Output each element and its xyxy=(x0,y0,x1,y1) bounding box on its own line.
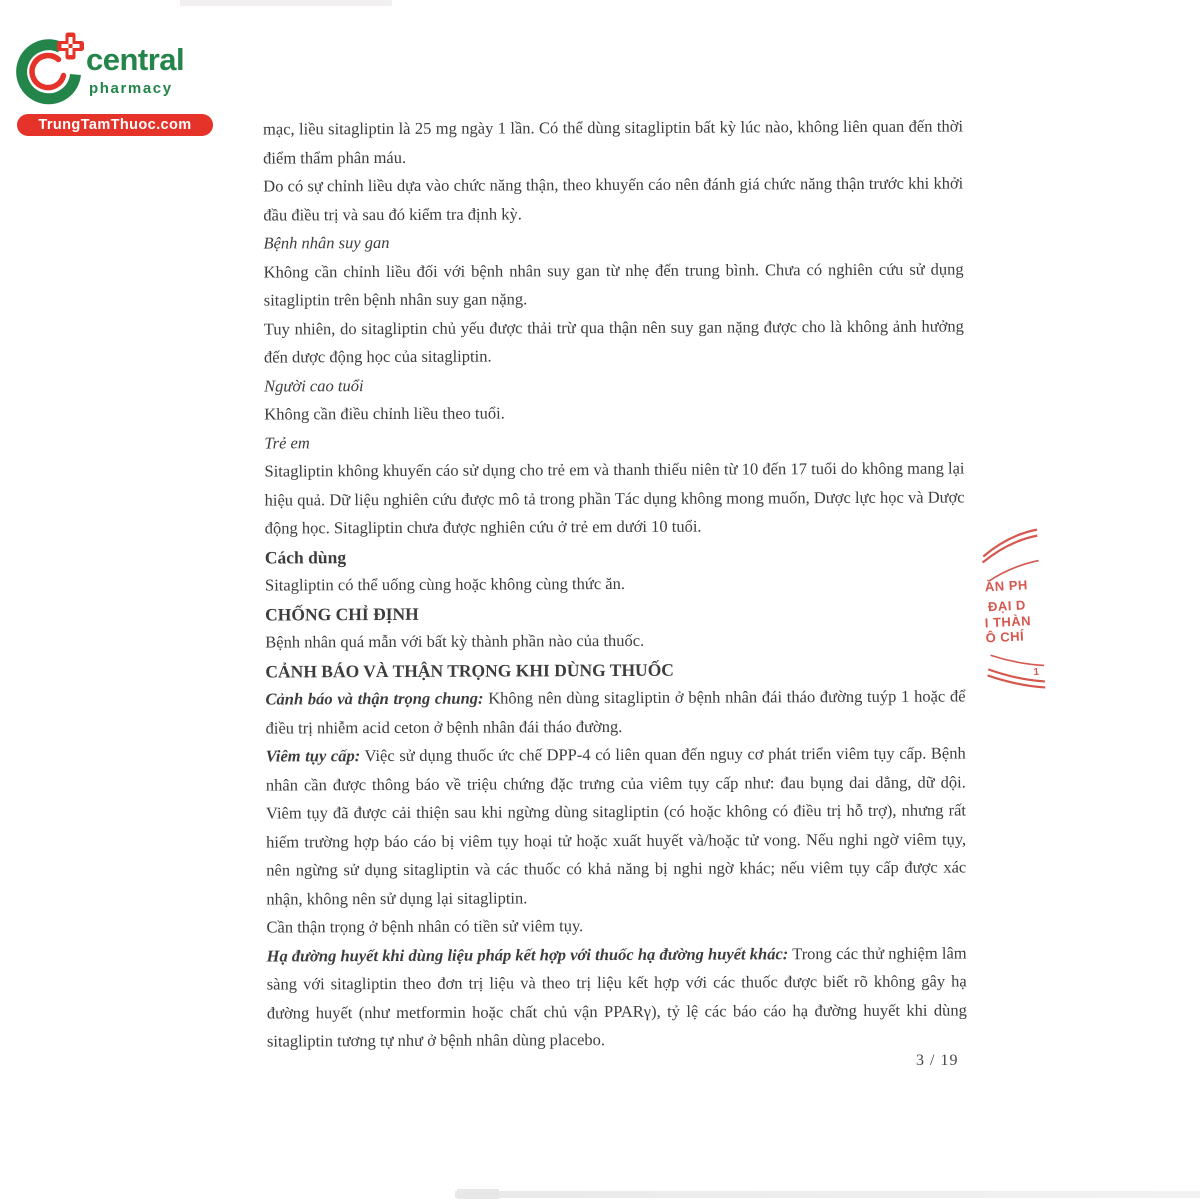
heading-contraindications: CHỐNG CHỈ ĐỊNH xyxy=(265,603,419,625)
logo-sub-text: pharmacy xyxy=(89,80,173,97)
subheading-elderly: Người cao tuổi xyxy=(264,375,364,396)
paragraph xyxy=(265,682,965,742)
page-number: 3 / 19 xyxy=(916,1052,959,1069)
paragraph-lead: Viêm tụy cấp: xyxy=(265,746,361,766)
stamp-text-line: Ô CHÍ xyxy=(985,628,1025,646)
paragraph: Bệnh nhân quá mẫn với bất kỳ thành phần nào của thuốc. xyxy=(265,630,645,652)
document-text-column xyxy=(263,112,967,1056)
subheading-liver-impairment: Bệnh nhân suy gan xyxy=(263,232,390,253)
stamp-text-line: ĂN PH xyxy=(984,577,1029,595)
red-seal-stamp xyxy=(980,523,1047,692)
pharmacy-cross-icon xyxy=(14,30,84,110)
stamp-mark: 1 xyxy=(1033,666,1040,679)
paragraph: Không cần điều chỉnh liều theo tuổi. xyxy=(264,403,505,424)
paragraph: Cần thận trọng ở bệnh nhân có tiền sử viêm tụy. xyxy=(266,916,584,937)
scan-artifact-bottom xyxy=(455,1191,1200,1198)
paragraph: Do có sự chỉnh liều dựa vào chức năng thận, theo khuyến cáo nên đánh giá chức năng thận trước khi khởi đầu điều trị và sau đó kiểm tra định kỳ. xyxy=(263,173,964,225)
scan-artifact-bottom-chip xyxy=(457,1189,499,1199)
logo-brand-text: central xyxy=(86,42,185,77)
heading-warnings: CẢNH BÁO VÀ THẬN TRỌNG KHI DÙNG THUỐC xyxy=(265,659,674,682)
paragraph-body: Không nên dùng sitagliptin ở bệnh nhân đái tháo đường tuýp 1 hoặc để điều trị nhiễm acid ceton ở bệnh nhân đái tháo đường. xyxy=(265,686,966,738)
paragraph-body: Trong các thử nghiệm lâm sàng với sitagliptin theo đơn trị liệu và theo trị liệu kết hợp với các thuốc được biết rõ không gây hạ đường huyết (như metformin hoặc chất chủ vận PPARγ), tỷ lệ các báo cáo hạ đường huyết khi dùng sitagliptin tương tự như ở bệnh nhân dùng placebo. xyxy=(266,942,967,1051)
paragraph-lead: Hạ đường huyết khi dùng liệu pháp kết hợp với thuốc hạ đường huyết khác: xyxy=(266,943,789,966)
stamp-text-line: I THÀN xyxy=(984,613,1032,631)
paragraph xyxy=(267,939,967,1056)
paragraph: Tuy nhiên, do sitagliptin chủ yếu được thải trừ qua thận nên suy gan nặng được cho là không ảnh hưởng đến dược động học của sitagliptin. xyxy=(263,315,964,367)
logo-site-badge: TrungTamThuoc.com xyxy=(17,114,213,136)
paragraph: Không cần chỉnh liều đối với bệnh nhân suy gan từ nhẹ đến trung bình. Chưa có nghiên cứu sử dụng sitagliptin trên bệnh nhân suy gan nặng. xyxy=(263,258,964,310)
scan-artifact-top xyxy=(180,0,392,6)
paragraph: Sitagliptin có thể uống cùng hoặc không cùng thức ăn. xyxy=(264,573,626,595)
paragraph: Sitagliptin không khuyến cáo sử dụng cho trẻ em và thanh thiếu niên từ 10 đến 17 tuổi do không mang lại hiệu quả. Dữ liệu nghiên cứu được mô tả trong phần Tác dụng không mong muốn, Dược lực học và Dược động học. Sitagliptin chưa được nghiên cứu ở trẻ em dưới 10 tuổi. xyxy=(264,458,965,538)
paragraph-lead: Cảnh báo và thận trọng chung: xyxy=(265,688,484,709)
paragraph xyxy=(266,739,967,913)
stamp-text-line: ĐẠI D xyxy=(987,597,1027,615)
central-pharmacy-logo xyxy=(14,26,232,144)
heading-administration: Cách dùng xyxy=(264,546,347,568)
paragraph: mạc, liều sitagliptin là 25 mg ngày 1 lần. Có thể dùng sitagliptin bất kỳ lúc nào, không liên quan đến thời điểm thẩm phân máu. xyxy=(262,116,964,168)
subheading-children: Trẻ em xyxy=(264,432,310,453)
paragraph-body: Việc sử dụng thuốc ức chế DPP-4 có liên quan đến nguy cơ phát triển viêm tụy cấp. Bệnh nhân cần được thông báo về triệu chứng đặc trưng của viêm tụy cấp như: đau bụng dai dẳng, dữ dội. Viêm tụy đã được cải thiện sau khi ngừng dùng sitagliptin (có hoặc không có điều trị hỗ trợ), nhưng rất hiếm trường hợp báo cáo bị viêm tụy hoại tử hoặc xuất huyết và/hoặc tử vong. Nếu nghi ngờ viêm tụy, nên ngừng sử dụng sitagliptin và các thuốc có khả năng bị nghi ngờ khác; nếu viêm tụy cấp được xác nhận, không nên sử dụng lại sitagliptin. xyxy=(265,743,967,909)
